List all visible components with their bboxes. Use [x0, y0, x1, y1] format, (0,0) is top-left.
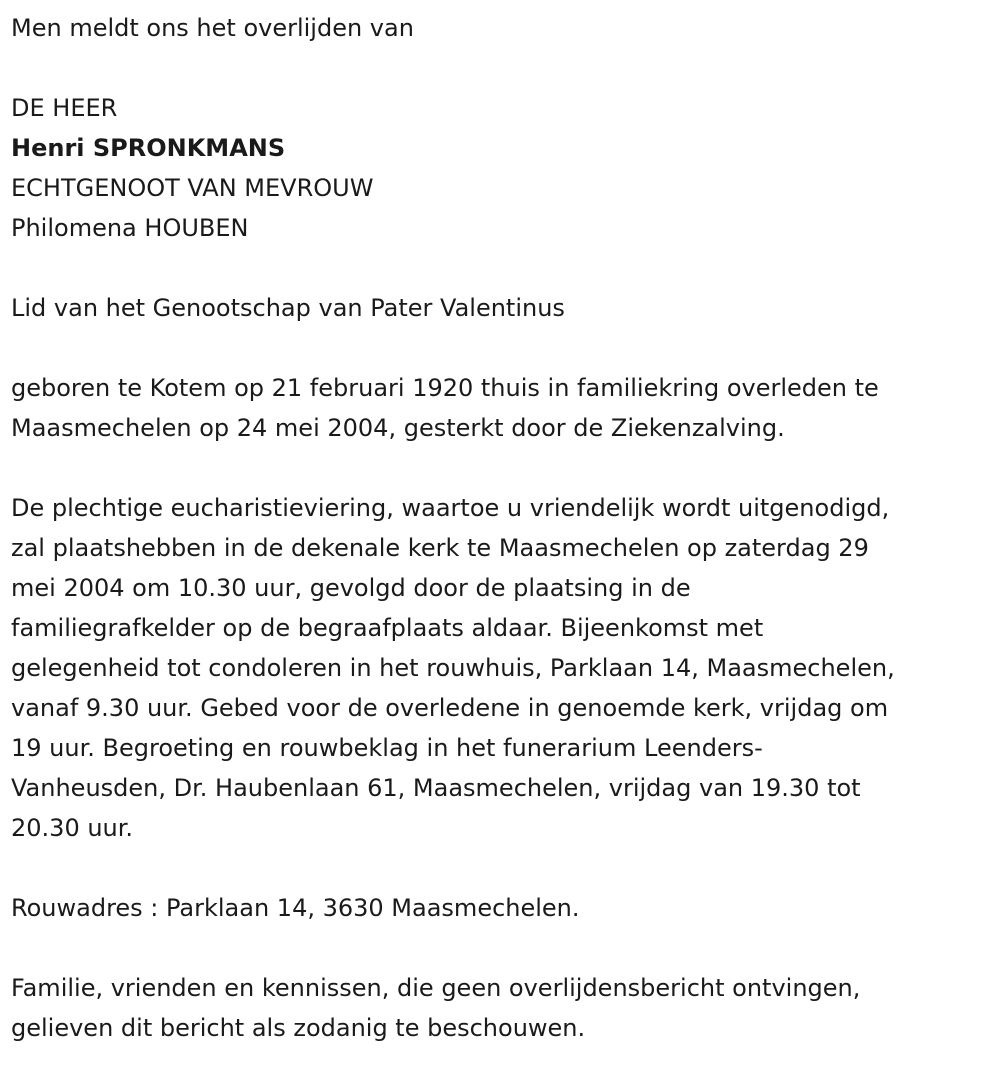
paragraph-line: zal plaatshebben in de dekenale kerk te Maasmechelen op zaterdag 29 — [11, 534, 869, 562]
spacer — [11, 928, 988, 968]
paragraph-line: familiegrafkelder op de begraafplaats aldaar. Bijeenkomst met — [11, 614, 764, 642]
membership-text: Lid van het Genootschap van Pater Valentinus — [11, 294, 565, 322]
paragraph-line: gelieven dit bericht als zodanig te beschouwen. — [11, 1014, 586, 1042]
spacer — [11, 248, 988, 288]
paragraph-line: vanaf 9.30 uur. Gebed voor de overledene in genoemde kerk, vrijdag om — [11, 694, 889, 722]
paragraph-line: 19 uur. Begroeting en rouwbeklag in het funerarium Leenders- — [11, 734, 763, 762]
intro-text: Men meldt ons het overlijden van — [11, 14, 414, 42]
honorific: DE HEER — [11, 94, 118, 122]
spacer — [11, 48, 988, 88]
ceremony-paragraph — [11, 488, 988, 848]
paragraph-line: mei 2004 om 10.30 uur, gevolgd door de plaatsing in de — [11, 574, 691, 602]
paragraph-line: gelegenheid tot condoleren in het rouwhuis, Parklaan 14, Maasmechelen, — [11, 654, 895, 682]
paragraph-line: De plechtige eucharistieviering, waartoe u vriendelijk wordt uitgenodigd, — [11, 494, 890, 522]
paragraph-line: Maasmechelen op 24 mei 2004, gesterkt door de Ziekenzalving. — [11, 414, 785, 442]
spacer — [11, 448, 988, 488]
spouse-name: Philomena HOUBEN — [11, 214, 249, 242]
spouse-label: ECHTGENOOT VAN MEVROUW — [11, 174, 374, 202]
birth-death-paragraph — [11, 368, 988, 448]
paragraph-line: geboren te Kotem op 21 februari 1920 thuis in familiekring overleden te — [11, 374, 879, 402]
paragraph-line: Familie, vrienden en kennissen, die geen overlijdensbericht ontvingen, — [11, 974, 861, 1002]
closing-paragraph — [11, 968, 988, 1048]
spacer — [11, 328, 988, 368]
mourning-address: Rouwadres : Parklaan 14, 3630 Maasmechelen. — [11, 894, 580, 922]
paragraph-line: Vanheusden, Dr. Haubenlaan 61, Maasmechelen, vrijdag van 19.30 tot — [11, 774, 861, 802]
spacer — [11, 848, 988, 888]
paragraph-line: 20.30 uur. — [11, 814, 134, 842]
deceased-name: Henri SPRONKMANS — [11, 134, 286, 162]
